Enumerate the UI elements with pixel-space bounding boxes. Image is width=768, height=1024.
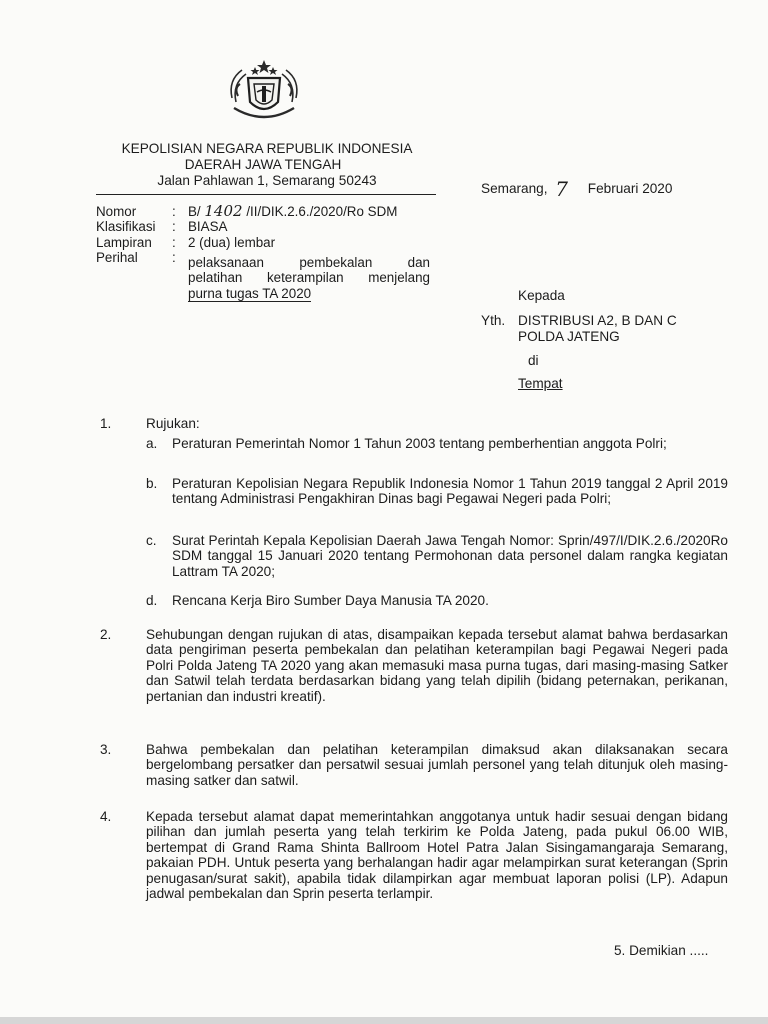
nomor-prefix: B/ [188,204,201,219]
item-text: Bahwa pembekalan dan pelatihan keterampilan dimaksud akan dilaksanakan secara bergelombang persatker dan persatwil sesuai jumlah personel yang telah ditunjuk oleh masing-masing satker dan satwil. [146,742,728,788]
meta-colon: : [172,234,176,250]
meta-nomor-label: Nomor [96,204,137,219]
sub-item-text: Surat Perintah Kepala Kepolisian Daerah Jawa Tengah Nomor: Sprin/497/I/DIK.2.6./2020Ro SDM tanggal 15 Januari 2020 tentang Permohonan data personel dalam rangka kegiatan Lattram TA 2020; [172,533,728,579]
meta-nomor-value [188,204,397,219]
addressee-line: POLDA JATENG [518,329,620,344]
item-text: Sehubungan dengan rujukan di atas, disampaikan kepada tersebut alamat bahwa berdasarkan data pengiriman peserta pembekalan dan pelatihan keterampilan bagi Pegawai Negeri pada Polri Polda Jateng TA 2020 yang akan memasuki masa purna tugas, dari masing-masing Satker dan Satwil telah terdata berdasarkan bidang yang telah dipilih (bidang peternakan, perikanan, pertanian dan industri kreatif). [146,627,728,704]
sub-item-text: Peraturan Kepolisian Negara Republik Indonesia Nomor 1 Tahun 2019 tanggal 2 April 2019 tentang Administrasi Pengakhiran Dinas bagi Pegawai Negeri pada Polri; [172,476,728,507]
sub-item-label: d. [146,593,158,608]
meta-colon: : [172,204,176,219]
item-number: 2. [100,627,112,642]
letterhead-address: Jalan Pahlawan 1, Semarang 50243 [157,173,377,188]
page-bottom-edge [0,1017,768,1024]
meta-colon: : [172,219,176,235]
polri-emblem-icon [222,58,306,128]
item-number: 4. [100,809,112,824]
addressee-di: di [528,353,539,368]
date-month-year: Februari 2020 [587,181,673,196]
place-date [481,174,673,201]
addressee-kepada: Kepada [518,288,565,303]
nomor-handwritten: 1402 [204,202,243,220]
meta-klasifikasi-label: Klasifikasi [96,219,156,235]
item-text: Rujukan: [146,416,200,431]
meta-perihal-label: Perihal [96,250,138,266]
letterhead [96,141,438,189]
continuation-marker: 5. Demikian ..... [614,943,709,958]
meta-klasifikasi-value: BIASA [188,219,228,235]
sub-item-text: Peraturan Pemerintah Nomor 1 Tahun 2003 tentang pemberhentian anggota Polri; [172,436,667,451]
meta-lampiran-label: Lampiran [96,234,152,250]
sub-item-label: a. [146,436,158,451]
perihal-line: pelatihan keterampilan menjelang [188,270,430,286]
date-city: Semarang, [481,181,548,196]
addressee-tempat: Tempat [518,376,563,391]
meta-lampiran-value: 2 (dua) lembar [188,234,276,250]
perihal-value [188,255,430,302]
perihal-line: pelaksanaan pembekalan dan [188,255,430,270]
sub-item-label: c. [146,533,157,548]
perihal-line: purna tugas TA 2020 [188,285,312,301]
addressee-yth: Yth. [481,313,506,328]
item-text: Kepada tersebut alamat dapat memerintahkan anggotanya untuk hadir sesuai dengan bidang pilihan dan jumlah peserta yang telah terkirim ke Polda Jateng, pada pukul 06.00 WIB, bertempat di Grand Rama Shinta Ballroom Hotel Patra Jalan Sisingamangaraja Semarang, pakaian PDH. Untuk peserta yang berhalangan hadir agar melampirkan surat keterangan (Sprin penugasan/surat sakit), apabila tidak dilampirkan agar membuat laporan polisi (LP). Adapun jadwal pembekalan dan Sprin peserta terlampir. [146,809,728,902]
nomor-suffix: /II/DIK.2.6./2020/Ro SDM [246,204,398,219]
sub-item-label: b. [146,476,158,491]
item-number: 3. [100,742,112,757]
item-number: 1. [100,416,112,431]
letterhead-divider [96,194,436,195]
addressee-lines [518,313,677,345]
sub-item-text: Rencana Kerja Biro Sumber Daya Manusia TA 2020. [172,593,489,608]
meta-colon: : [172,250,176,266]
letterhead-region: DAERAH JAWA TENGAH [184,157,342,172]
letterhead-institution: KEPOLISIAN NEGARA REPUBLIK INDONESIA [121,141,413,156]
date-day-handwritten: 7 [555,177,569,201]
addressee-line: DISTRIBUSI A2, B DAN C [518,313,677,328]
